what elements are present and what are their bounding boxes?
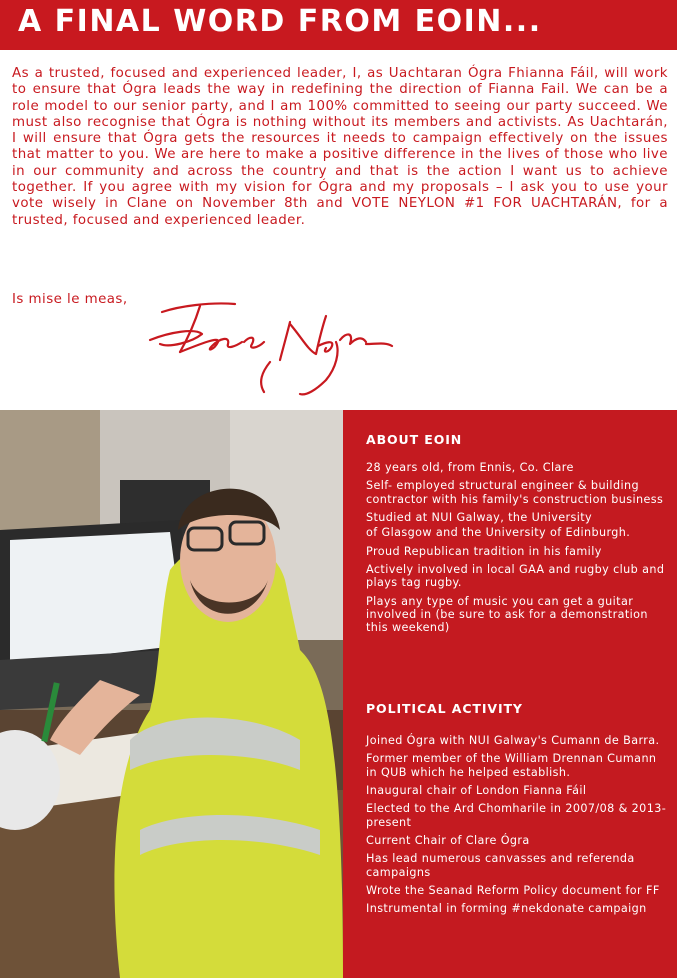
letter-body: As a trusted, focused and experienced leader, I, as Uachtaran Ógra Fhianna Fáil, will work to ensure that Ógra leads the way in redefining the direction of Fianna Fail. We can be a role model to our senior party, and I am 100% committed to seeing our party succeed. We must also recognise that Ógra is nothing without its members and activists. As Uachtarán, I will ensure that Ógra gets the resources it needs to campaign effectively on the issues that matter to you. We are here to make a positive difference in the lives of those who live in our community and across the country and that is the action I want us to achieve together. If you agree with my vision for Ógra and my proposals – I ask you to use your vote wisely in Clane on November 8th and VOTE NEYLON #1 FOR UACHTARÁN, for a trusted, focused and experienced leader. — [12, 66, 668, 228]
list-item: Instrumental in forming #nekdonate campaign — [366, 902, 647, 916]
list-item: Former member of the William Drennan Cumann in QUB which he helped establish. — [366, 752, 657, 779]
list-item: Actively involved in local GAA and rugby club and plays tag rugby. — [366, 562, 665, 590]
signoff-text: Is mise le meas, — [12, 292, 128, 307]
page-title: A FINAL WORD FROM EOIN... — [18, 4, 542, 39]
list-item: Proud Republican tradition in his family — [366, 544, 602, 558]
list-item: Inaugural chair of London Fianna Fáil — [366, 783, 587, 797]
list-item: Joined Ógra with NUI Galway's Cumann de Barra. — [366, 734, 660, 747]
portrait-illustration — [0, 410, 343, 978]
list-item: of Glasgow and the University of Edinburgh. — [366, 526, 631, 540]
list-item: Studied at NUI Galway, the University — [366, 510, 593, 524]
list-item: Has lead numerous canvasses and referenda campaigns — [366, 852, 635, 879]
list-item: 28 years old, from Ennis, Co. Clare — [366, 461, 574, 474]
list-item: Wrote the Seanad Reform Policy document for FF — [366, 883, 660, 897]
sidebar-panel — [343, 410, 677, 978]
about-list — [366, 461, 671, 639]
portrait-photo — [0, 410, 343, 978]
list-item: Current Chair of Clare Ógra — [366, 833, 530, 847]
political-heading: POLITICAL ACTIVITY — [366, 701, 523, 716]
list-item: Self- employed structural engineer & building contractor with his family's construction business — [366, 479, 664, 506]
header-banner — [0, 0, 677, 50]
list-item: Elected to the Ard Chomharile in 2007/08 & 2013-present — [366, 802, 667, 829]
political-list — [366, 734, 671, 921]
list-item: Plays any type of music you can get a guitar involved in (be sure to ask for a demonstration this weekend) — [366, 594, 648, 634]
about-heading: ABOUT EOIN — [366, 432, 463, 447]
signature-image — [140, 292, 400, 402]
